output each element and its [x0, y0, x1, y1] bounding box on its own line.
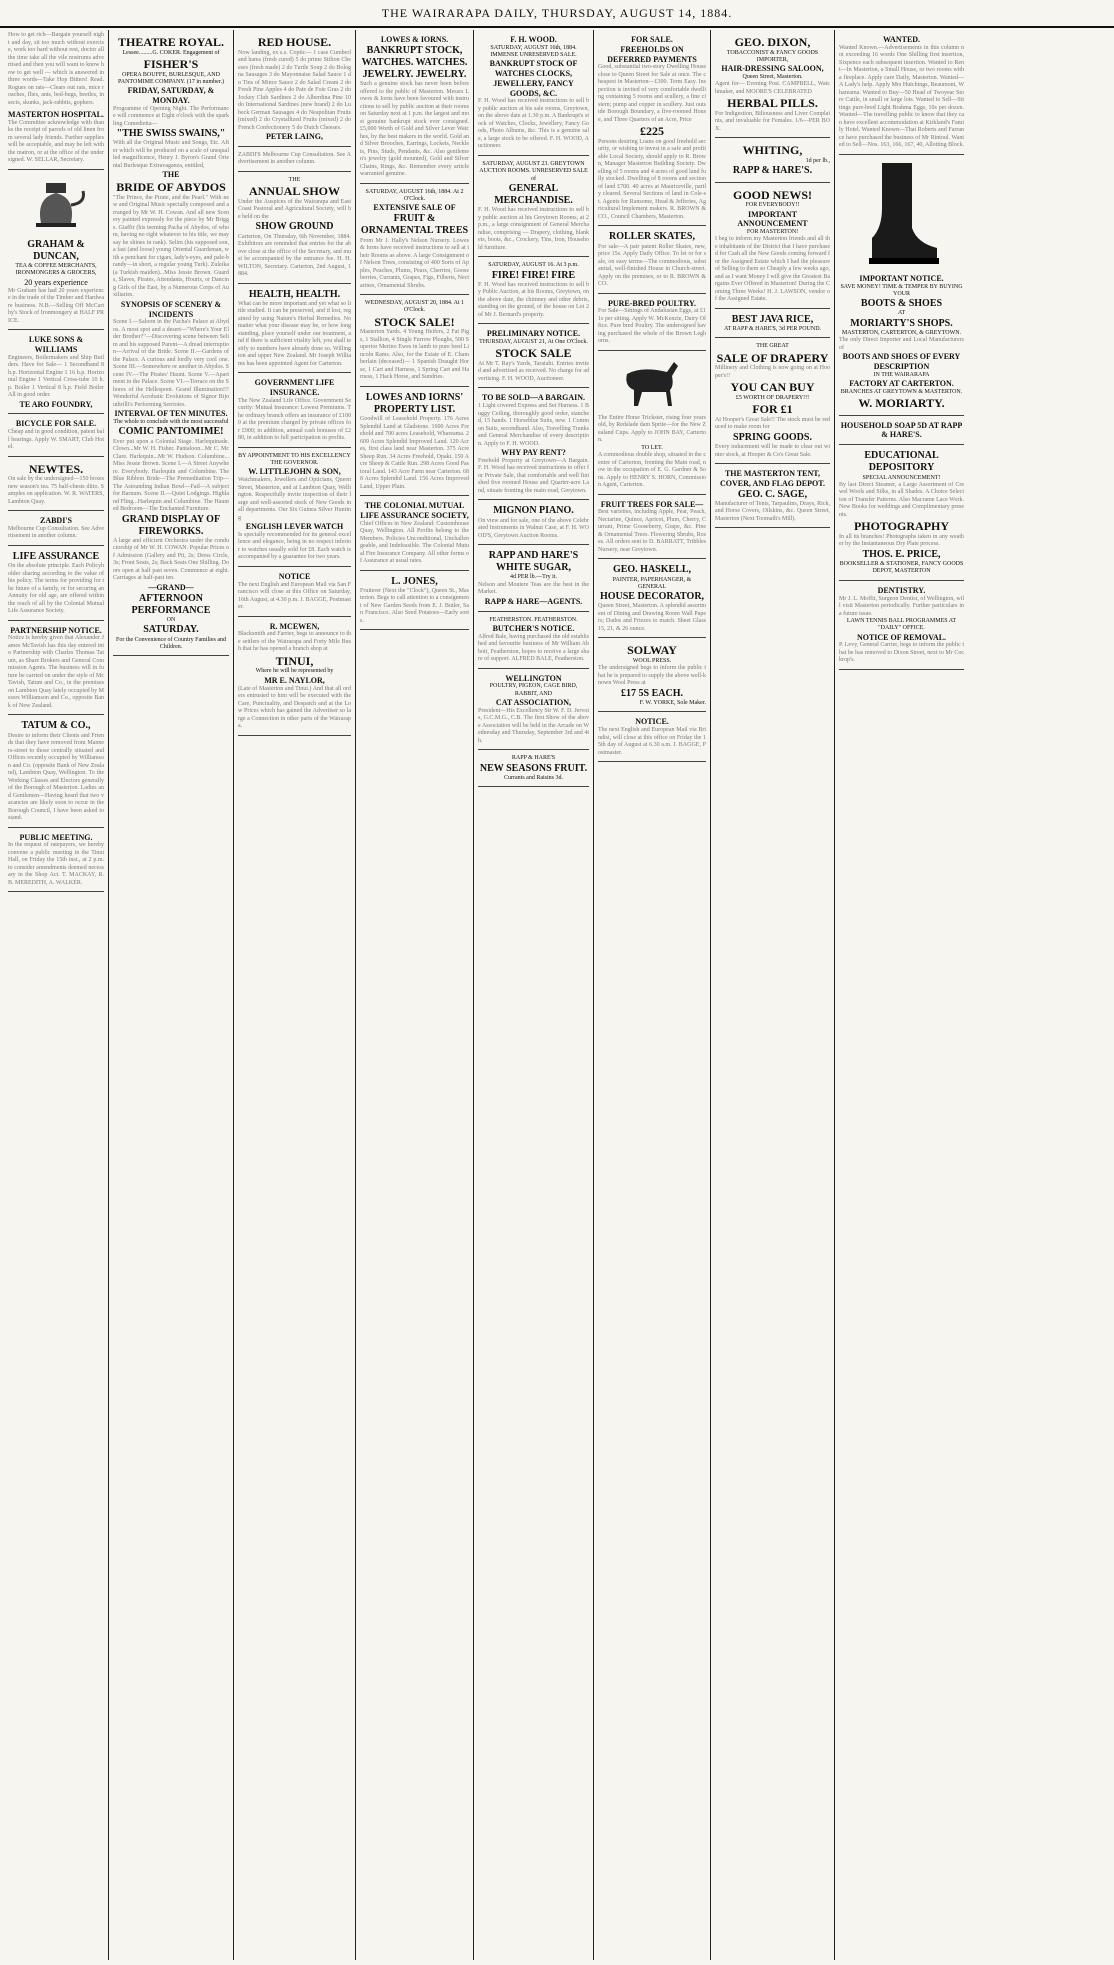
solway-text: The undersigned begs to inform the public that he is prepared to supply the above well-known Wool Press at	[598, 665, 706, 687]
notice-removal-heading: NOTICE OF REMOVAL.	[856, 632, 947, 642]
to-let: TO LET.	[641, 444, 663, 451]
swiss-heading: "THE SWISS SWAINS,"	[116, 128, 226, 140]
roller-skates-heading: ROLLER SKATES,	[609, 231, 695, 243]
important-notice-heading: IMPORTANT NOTICE.	[859, 273, 944, 283]
house-decorator-heading: HOUSE DECORATOR,	[599, 591, 705, 603]
fireworks-heading: GRAND DISPLAY OF FIREWORKS.	[121, 513, 221, 537]
lever-watch-heading: ENGLISH LEVER WATCH	[245, 522, 344, 532]
butchers-text: Alfred Bale, having purchased the old established and favourite business of Mr William Abbott, Featherston, hopes to receive a large share of support. ALFRED BALE, Featherston.	[478, 633, 589, 663]
kettle-engraving	[8, 173, 104, 233]
bride-text: "The Prince, the Pirate, and the Pearl." With new and Original Music specially composed and arranged by Mr W. H. Cowan. And all new Scenery painted expressly for the piece by Mr Briggs. Giaffir (his teeming Pacha of Abydos, of whom, having no right whatever to his title, we may say he shines in rank). Selim (his supposed son, a fast (and loose) young Oriental Guardsman, with a penchant for cigars, lady's-eyes, and pale-brandy—in short, a regular young Turk). Zuleika (a Turkish maiden)...Miss Jessie Brown. Guards, Slaves, Pirates, Attendants, Houris, or Dancing Girls of the East, by a Numerous Corps of Auxiliaries.	[113, 194, 229, 299]
wellington-heading: WELLINGTON	[505, 673, 562, 683]
freeholds-text-2: Persons desiring Loans on good freehold security, or wishing to invest in a safe and profitable Local Society, should apply to R. Brown, Manager Masterton Building Society. Dwelling of 5 rooms and 4 acres of good land fully stocked. Dwelling of 8 rooms and section of land £700. 40 acres at Mauriceville, partly cleared. Several Sections of land in Cole-st. Agents for Ransome, Head & Jefferies, Agricultural Implement makers. R. BROWN & CO., Council Chambers, Masterton.	[598, 138, 706, 220]
boots-shoes-heading: BOOTS & SHOES	[860, 298, 943, 310]
bookseller: BOOKSELLER & STATIONER, FANCY GOODS DEPOT, MASTERTON	[839, 561, 964, 575]
factory-heading: FACTORY AT CARTERTON.	[849, 378, 954, 388]
currants-text: Currants and Raisins 3d.	[504, 774, 563, 781]
bicycle-text: Cheap and in good condition, patent ball bearings. Apply W. SMART, Club Hotel.	[8, 429, 104, 450]
fire-heading: FIRE! FIRE! FIRE	[491, 269, 576, 281]
col6-notice: NOTICE.	[635, 717, 669, 727]
bankrupt-watches-heading: BANKRUPT STOCK OF WATCHES CLOCKS, JEWELLERY, FANCY GOODS, &C.	[489, 59, 578, 98]
sage-text: Manufacturer of Tents, Tarpaulins, Drays, Rick, and Horse Covers, Oilskins, &c. Queen Street, Masterton (Next Toomath's Mill).	[715, 500, 830, 522]
roller-text: For sale—A pair patent Roller Skates, new, price 15s. Apply Daily Office. To let or for sale, on easy terms—The commodious, substantial, well-finished House in Church-street. Apply on the premises, or to R. BROWN & CO.	[598, 243, 706, 288]
interval-heading: INTERVAL OF TEN MINUTES.	[114, 409, 228, 419]
classified-text: How to get rich—Bargain yourself night and day, sit too much without exercise, work too hard without rest, doctor all the time take all the vile nostrums advertised and then you will want to know how to get well — which is answered in three words—Take Hop Bitters! Read. Rogues on rats—Clears out rats, mice roaches, flies, ants, bed-bugs, beetles, insects, skunks, jack-rabbits, gophers.	[8, 32, 104, 106]
annual-show-heading: ANNUAL SHOW	[248, 184, 340, 199]
rapp-agents: RAPP & HARE—AGENTS.	[484, 596, 583, 606]
tatum-heading: TATUM & CO.,	[21, 720, 91, 732]
property-list-heading: LOWES AND IORNS' PROPERTY LIST.	[365, 391, 464, 415]
grand-heading: —GRAND—	[148, 582, 194, 592]
hooper-text: At Hooper's Great Sale!! The stock must be reduced to make room for	[715, 416, 830, 431]
evening-post: Agent for— Evening Post. CAMPBELL, Watchmaker, and MOORE'S CELEBRATED	[715, 81, 830, 95]
theatre-royal-heading: THEATRE ROYAL.	[117, 35, 225, 49]
whiting-heading: WHITING,	[742, 143, 803, 158]
bankrupt-stock-heading: BANKRUPT STOCK,	[366, 44, 463, 56]
worth-text: £5 WORTH OF DRAPERY!!!	[735, 394, 810, 401]
tinui-text: Where he will be represented by	[255, 668, 334, 675]
poultry-text: POULTRY, PIGEON, CAGE BIRD, RABBIT, AND	[489, 683, 578, 697]
wanted-header: WANTED.	[882, 35, 921, 44]
stallion-text: The Entire Horse Trickster, rising four years old, by Redslade dam Sprite—for the New Zealand Cups. Apply to JOHN BAY, Carterton.	[598, 414, 706, 444]
bankrupt-text: Such a genuine stock has never been before offered to the public of Masterton. Messrs Lowes & Iorns have been favoured with instructions to sell by public auction at their rooms on Saturday next at 1 p.m. the largest and most genuine bankrupt stock ever consigned. £5,000 Worth of Gold and Silver Lever Watches, by the best makers in the world. Gold and Silver Brooches, Earrings, Lockets, Necklets, Pins, Studs, Pendants, &c. Also gentlemen's jewelry (gold mounted), Gold and Silver Chains, Rings, &c. Remember every article warranted genuine.	[360, 81, 469, 178]
notice-heading: NOTICE	[278, 571, 311, 581]
dixon-sub: TOBACCONIST & FANCY GOODS IMPORTER,	[726, 49, 819, 63]
the-great: THE GREAT	[756, 343, 789, 350]
bargain-text: 1 Light covered Express and Set Harness. 1 Buggy Ceiling, thoroughly good order, stanched, 15 hands. 1 Horseblue Suits, new. 1 Common Suits, secondhand. Also, Travelling Trunks and General Merchandise of every description. Apply to F. H. WOOD.	[478, 403, 589, 447]
java-text: AT RAPP & HARE'S, 3d PER POUND.	[723, 326, 822, 332]
interval-text: The whole to conclude with the most successful	[113, 419, 229, 425]
removal-text: P. Levy, General Carrier, begs to inform the public that he has removed to Dixon Street, next to Mr Cockrop's.	[839, 642, 964, 664]
gov-insurance-text: The New Zealand Life Office. Government Security: Mutual Insurance: Lowest Premiums. The ordinary branch offers an insurance of £1000 at the premium charged by private offices for £900; in addition, annual cash bonuses of £280, in addition to full participation in profits.	[238, 397, 351, 442]
price-heading: THOS. E. PRICE,	[862, 548, 941, 560]
sugar-price: 4d PER lb.—Try it.	[510, 574, 557, 581]
immense-text: IMMENSE UNRESERVED SALE.	[490, 52, 577, 59]
mignon-text: On view and for sale, one of the above Celebrated Instruments in Walnut Case, at F. H. WOOD'S, Greytown Auction Rooms.	[478, 517, 589, 539]
gov-insurance-heading: GOVERNMENT LIFE INSURANCE.	[254, 378, 335, 397]
column-7	[711, 30, 835, 1960]
featherston-text: FEATHERSTON. FEATHERSTON.	[489, 616, 578, 623]
swiss-text: With all the Original Music and Songs, Etc. After which will be produced on a scale of unequalled magnificence, Henry J. Byron's Grand Oriental Burlesque Extravaganza, entitled,	[113, 140, 229, 169]
masthead-title: THE WAIRARAPA DAILY, THURSDAY, AUGUST 14, 1884.	[381, 5, 733, 20]
zabdis-heading: ZABDI'S	[39, 516, 72, 526]
herbal-pills-heading: HERBAL PILLS.	[727, 96, 818, 111]
column-3	[234, 30, 356, 1960]
white-sugar-heading: WHITE SUGAR,	[495, 562, 571, 574]
column-1	[4, 30, 109, 1960]
dentistry-heading: DENTISTRY.	[877, 585, 926, 595]
branches: BRANCHES AT GREYTOWN & MASTERTON.	[840, 388, 963, 395]
naylor-text: (Late of Masterton and Tinui.) And that all orders entrusted to him will be executed with the Care, Punctuality, and Despatch and at the Low Prices which has gained the Advertiser so large a Connection in other parts of the Wairarapa.	[238, 685, 351, 729]
every-description-heading: BOOTS AND SHOES OF EVERY DESCRIPTION	[842, 352, 961, 371]
bride-heading: BRIDE OF ABYDOS	[116, 180, 226, 195]
haskell-text: Queen Street, Masterton. A splendid assortment of Dining and Drawing Room Wall Papers; Dados and Friezes to match. Sheet Glass 15, 21, & 26 ounce.	[598, 603, 706, 632]
saturday-heading: SATURDAY.	[143, 624, 199, 636]
haskell-heading: GEO. HASKELL,	[612, 564, 692, 576]
littlejohn-heading: W. LITTLEJOHN & SON,	[248, 467, 341, 477]
comic-pantomime-heading: COMIC PANTOMIME!	[118, 426, 224, 438]
moriarty-shops-heading: MORIARTY'S SHOPS.	[850, 317, 953, 329]
hairdressing-heading: HAIR-DRESSING SALOON,	[721, 64, 824, 74]
moriarty-name: W. MORIARTY.	[858, 396, 945, 410]
fwood-header: F. H. WOOD.	[510, 35, 557, 44]
zabdis-text-2: ZABDI'S Melbourne Cup Consultation. See Advertisement in another column.	[238, 151, 351, 166]
freeholds-text: Good, substantial two-story Dwelling House close to Queen Street for Sale at once. The cheapest in Masterton—£300. Term Easy. Inspection is invited of very comfortable dwelling containing 5 rooms and scullery, a fine cistern; pump and copper in scullery. Just outside Borough Boundary, a five-roomed House, and Three Quarters of an Acre, Price	[598, 64, 706, 123]
butchers-heading: BUTCHER'S NOTICE.	[492, 623, 575, 633]
lawn-tennis: LAWN TENNIS BALL PROGRAMMES AT "DAILY" OFFICE.	[846, 618, 957, 632]
to-let-text: A commodious double shop, situated in the centre of Carterton, fronting the Main road, now in the occupation of E. G. Gardner & Sons. Apply to HENRY S. HORN, Commission Agent, Carterton.	[598, 452, 706, 489]
graham-text: Mr Graham has had 20 years experience in the trade of the Timber and Hardware business. N.B.—Selling Off McCarthy's Stock of Ironmongery at HALF PRICE.	[8, 287, 104, 324]
naylor-heading: MR E. NAYLOR,	[264, 675, 325, 685]
peter-laing: PETER LAING,	[266, 132, 323, 142]
cat-assoc-heading: CAT ASSOCIATION,	[495, 697, 572, 707]
the-heading: THE	[162, 170, 180, 180]
saturday-aug-16: SATURDAY, AUGUST 16th, 1884.	[490, 44, 577, 51]
sage-heading: GEO. C. SAGE,	[737, 488, 808, 500]
spring-goods-heading: SPRING GOODS.	[733, 431, 812, 443]
sale-drapery-heading: SALE OF DRAPERY	[716, 350, 829, 365]
lever-text: Is specially recommended for its general excellence and elegance, being in no respect inferior to watches usually sold for £8. Each watch is accompanied by a guarantee for two years.	[238, 531, 351, 561]
fireworks-text: A large and efficient Orchestra under the conductorship of Mr W. H. COWAN. Popular Prices of Admission (Gallery and Pit, 2s; Dress Circle, 3s; Front Seats, 2s; Back Seats One Shilling. Doors open at half past seven. Commence at eight. Carriages at half-past ten.	[113, 537, 229, 582]
column-2	[109, 30, 234, 1960]
good-news-heading: GOOD NEWS!	[732, 187, 812, 202]
hospital-heading: MASTERTON HOSPITAL.	[8, 110, 104, 119]
stock-sale-heading: STOCK SALE!	[374, 314, 455, 329]
fishers-heading: FISHER'S	[143, 56, 199, 71]
columns	[4, 30, 1110, 1960]
java-rice-heading: BEST JAVA RICE,	[731, 313, 814, 325]
thursday-aug-21: THURSDAY, AUGUST 21, At One O'Clock.	[479, 338, 588, 345]
pantomime-text: Ever put upon a Colonial Stage. Harlequinade. Clown...Mr W. H. Fisher. Pantaloon...Mr C. Mc Clare. Harlequin...Mr W. Hudson. Columbine...Miss Jessie Brown. Scene I.—A Street Anywhere. Everybody. Harlequin and Columbine. The Blue Ribbon Bride—The Premeditation Trip—The Astounding Indian Bowl—Fail—A subject for Barnum. Scene II.—Quiet Lodgings. Highland Fling...Harlequin and Columbine. The Haunted Bedroom—The Enchanted Furniture.	[113, 438, 229, 512]
masthead	[0, 0, 1114, 28]
newtes-text: On sale by the undersigned—150 boxes new season's tea. 75 half-chests ditto. Samples on application. W. R. WATERS, Lambton Quay.	[8, 476, 104, 505]
column-4	[356, 30, 474, 1960]
zabdis-text: Melbourne Cup Consultation. See Advertisement in another column.	[8, 525, 104, 540]
fishers-sub: OPERA BOUFFE, BURLESQUE, AND PANTOMIME COMPANY. (17 in number.)	[117, 71, 225, 85]
life-assurance-heading: LIFE ASSURANCE	[12, 550, 100, 562]
fowls-text: For Sale—Sittings of Andalusian Eggs, at £1 1s per sitting. Apply W. McKenzie, Dairy Office. Pure bred Poultry. The undersigned having purchased the whole of the Brown Leghorns.	[598, 308, 706, 345]
partnership-text: Notice is hereby given that Alexander James McTavish has this day entered into Partnership with Charles Thomas Tatum, as Share Brokers and General Commission Agents. The business will in future be carried on under the style of McTavish, Tatum and Co., in the premises on Lambton Quay lately occupied by Messrs Williamson and Co., opposite Bank of New Zealand.	[8, 635, 104, 709]
you-can-buy-heading: YOU CAN BUY	[730, 380, 815, 395]
wool-price: £17 5S EACH.	[621, 687, 683, 699]
life-assurance-text: On the absolute principle. Each Policyholder sharing according to the value of his policy. The terms for providing for the future of a family, or for securing an Annuity for old age, are offered within the reach of all by the Colonial Mutual Life Assurance Society.	[8, 563, 104, 615]
horse-engraving	[598, 354, 706, 409]
freeholds-heading: FREEHOLDS ON DEFERRED PAYMENTS	[607, 44, 697, 64]
saturday-text: For the Convenience of Country Families and Children.	[116, 636, 226, 650]
stock-sale-text: Masterton Yards. 4 Young Heifers, 2 Fat Pigs, 1 Stallion, 4 Single Furrow Ploughs, 500 Superior Merino Ewes in lamb to pure bred Lincoln Rams. Also, for the Estate of E. Chamberlain (deceased)— 1 Spanish Draught Horse, 1 Cart and Harness, 1 Spring Cart and Harness, 1 Hack Horse, and Sundries.	[360, 329, 469, 381]
special-ann: SPECIAL ANNOUNCEMENT!	[862, 474, 941, 481]
general-merch-heading: GENERAL MERCHANDISE.	[494, 182, 573, 206]
photography-heading: PHOTOGRAPHY	[853, 519, 950, 534]
friday-heading: FRIDAY, SATURDAY, & MONDAY.	[127, 86, 215, 105]
preliminary-heading: PRELIMINARY NOTICE.	[486, 329, 581, 339]
health-text: What can be more important and yet what so little studied. It can be preserved, and if lost, regained by using Nature's Herbal Remedies. No matter what your disease may be, or how long standing, place yourself under our treatment, and if there is sufficient vitality left, you shall testify to numbers have already done so. Willington and upper New Zealand. Mr Joseph Williams has been appointed Agent for Carterton.	[238, 300, 351, 367]
mignon-heading: MIGNON PIANO.	[493, 505, 574, 517]
in-wairarapa: IN THE WAIRARAPA	[873, 371, 930, 378]
bargain-heading: TO BE SOLD—A BARGAIN.	[482, 393, 585, 403]
jewelry-heading: JEWELRY. JEWELRY.	[362, 69, 467, 81]
rapp-hare-small: RAPP & HARE'S	[511, 755, 556, 762]
luke-sons-heading: LUKE SONS & WILLIAMS	[28, 335, 84, 354]
tent-depot-heading: THE MASTERTON TENT, COVER, AND FLAG DEPOT.	[720, 469, 825, 488]
new-seasons-heading: NEW SEASONS FRUIT.	[479, 762, 588, 774]
wednesday-date: WEDNESDAY, AUGUST 20, 1884. At 1 O'Clock.	[364, 300, 465, 314]
boot-engraving	[839, 158, 964, 268]
cat-text: President—His Excellency Sir W. F. D. Jervois, G.C.M.G., C.B. The first Show of the above Association will be held in the Arcade on Wednesday and Thursday, September 3rd and 4th.	[478, 707, 589, 744]
saturday-aug-23: SATURDAY, AUGUST 23. GREYTOWN AUCTION ROOMS. UNRESERVED SALE of	[479, 160, 588, 182]
rapp-hare-col7: RAPP & HARE'S.	[732, 165, 813, 177]
price-225: £225	[640, 124, 664, 139]
public-meeting-text: In the request of ratepayers, we hereby convene a public meeting in the Tinui Hall, on Friday the 15th inst., at 2 p.m. to consider amendments deemed necessary in the Shop Act. T. MACKAY, R. B. MEREDITH, A. WALKER.	[8, 842, 104, 886]
fwood-text: F. H. Wood has received instructions to sell by public auction at his sale rooms, Greytown, on the above date at 1.30 p.m. A Bankrupt's stock of Watches, Clocks, Jewellery, Fancy Goods, Photo Albums, &c. This is a genuine sale, a large stock to be offered. F. H. WOOD, Auctioneer.	[478, 98, 589, 150]
moriarty-text: The only Direct Importer and Local Manufacturers of	[839, 337, 964, 351]
nelson-text: Nelson and Moutere Teas are the best in the Market.	[478, 581, 589, 596]
save-money: SAVE MONEY! TIME & TEMPER BY BUYING YOUR	[840, 283, 963, 297]
herbal-text: For Indigestion, Biliousness and Liver Complaints, and invaluable for Females. 1/6—PER BOX.	[715, 110, 830, 132]
dentistry-text: Mr J. L. Moffit, Surgeon Dentist, of Wellington, will visit Masterton periodically. Further particulars in a future issue.	[839, 595, 964, 617]
column-5	[474, 30, 594, 1960]
stock-heading: STOCK SALE	[495, 346, 572, 361]
wanted-text: Wanted Known.—Advertisements in this column not exceeding 16 words One Shilling first insertion, Sixpence each subsequent insertion. Wanted to Rent—In Masterton, a Small House, or two rooms with a fireplace. Apply care Daily, Masterton. Wanted—A Lady's help. Apply Mrs Hutchings, Beaumont, Whareama. Wanted to Buy—50 Head of Twoyear Store Cattle, in small or large lots. Wanted to Sell—Sittings pure-bred Light Brahma Eggs, 10s per dozen. Wanted—The travelling public to know that they can have excellent accommodation at Kirkland's Family Hotel. Wanted Known—That Roberts and Farrance have purchased the business of Mr Rintoul. Wanted to Sell—Nos. 163, 166, 167, 40, Allotting Block.	[839, 44, 965, 149]
hospital-text: The Committee acknowledge with thanks the receipt of parcels of old linen from several lady friends. Further supplies will be acceptable, and may be left with the matron, or at the office of the undersigned. W. SELLAR, Secretary.	[8, 119, 104, 164]
years-experience: 20 years experience	[24, 277, 88, 287]
col6-notice-text: The next English and European Mail via Brindisi, will close at this office on Friday the 15th day of August at 6.30 a.m. J. BAGGE, Postmaster.	[598, 727, 706, 756]
te-aro-foundry: TE ARO FOUNDRY,	[19, 399, 93, 409]
partnership-heading: PARTNERSHIP NOTICE.	[10, 625, 102, 635]
lowes-iorns-header: LOWES & IORNS.	[380, 35, 449, 44]
fruit-trees-sale-heading: FRUIT TREES FOR SALE—	[600, 499, 704, 509]
lessee-text: Lessee.........G. COKER. Engagement of	[122, 49, 220, 56]
the-text: THE	[288, 176, 301, 183]
ljones-text: Fruiterer (Next the "Clock"), Queen St., Masterton. Begs to call attention to a consignment of New Garden Seeds from E. J. Butler, San Francisco. Also Seed Potatoes—Early sorts.	[360, 587, 469, 624]
tinui-heading: TINUI,	[275, 653, 314, 668]
column-8	[835, 30, 968, 1960]
bicycle-heading: BICYCLE FOR SALE.	[15, 419, 97, 429]
property-text: Goodwill of Leasehold Property. 176 Acres Splendid Land at Gladstone. 1600 Acres Freehold and 700 acres Leasehold, Whareama. 2609 Acres Splendid Improved Land. 120 Acres, first class land near Masterton. 375 Acre Sheep Run. 34 Acres Freehold, Opaki. 150 Acre Sheep & Cattle Run. 298 Acres Good Pastoral Land. 143 Acre Farm near Carterton. 688 Acres Splendid Land. 156 Acres Improved Land, Upper Plain.	[360, 416, 469, 490]
haskell-sub: PAINTER, PAPERHANGER, & GENERAL	[612, 576, 692, 590]
fruit-trees-text: From Mr J. Hally's Nelson Nursery. Lowes & Iorns have received instructions to sell at their Rooms as above. A large Consignment of Nelson Trees, consisting of 400 Sorts of Apples, Peaches, Plums, Pears, Cherries, Gooseberries, Currants, Grapes, Figs, Filberts, Nectarines, Ornamental Shrubs.	[360, 237, 469, 289]
fruit-trees-heading: FRUIT & ORNAMENTAL TREES	[360, 213, 469, 237]
rapp-hare-heading: RAPP AND HARE'S	[488, 550, 579, 562]
for-pound-heading: FOR £1	[752, 402, 793, 417]
show-ground-heading: SHOW GROUND	[255, 221, 334, 233]
health-heading: HEALTH, HEALTH.	[248, 288, 341, 300]
graham-subtitle: TEA & COFFEE MERCHANTS, IRONMONGERS & GROCERS,	[15, 263, 97, 277]
afternoon-heading: AFTERNOON PERFORMANCE	[131, 592, 211, 616]
drapery-text: Millinery and Clothing is now going on at Hooper's!!	[715, 365, 830, 379]
why-pay-text: Freehold Property at Greytown—A Bargain. F. H. Wood has received instructions to offer for Private Sale, that comfortable and well finished five roomed House and Quarter-acre Land, situate fronting the main road, Greytown.	[478, 457, 589, 494]
educational-heading: EDUCATIONAL DEPOSITORY	[864, 450, 939, 474]
yorke-text: F. W. YORKE, Sole Maker.	[639, 700, 706, 706]
for-masterton: FOR MASTERTON!	[746, 229, 799, 235]
fruit-trees-sale-text: Best varieties, including Apple, Pear, Peach, Nectarine, Quince, Apricot, Plum, Cherry, Currant, Prime Gooseberry, Grape, &c. Pine & Ornamental Trees. Flowering Shrubs, Roses. All orders sent to D. BARRATT, Tribbles Nursery, near Greytown.	[598, 509, 706, 553]
queen-street: Queen Street, Masterton.	[742, 74, 803, 80]
solway-heading: SOLWAY	[627, 643, 677, 658]
luke-sons-text: Engineers, Boilermakers and Ship Builders. Have for Sale— 1 Secondhand 8 h.p. Horizontal Engine 1 16 h.p. Horizontal Engine 1 Vertical Cross-tube 10 h.p. Boiler 1 Vertical 8 h.p. Field Boiler All in good order.	[8, 354, 104, 398]
extensive-heading: EXTENSIVE SALE OF	[373, 203, 456, 213]
at-text: AT	[897, 310, 906, 317]
whiting-price: 1d per lb.,	[805, 158, 830, 165]
good-news-text: I beg to inform my Masterton friends and all the inhabitants of the District that I have purchased for Cash all the New Goods coming forward for the Assigned Estate which I had the pleasure of Selling to them so Cheaply a few weeks ago, and as I want Money I will give the Greatest Bargains Ever Offered in Masterton! During the Coming Three Weeks! H. J. LAWSON, vendor of the Assigned Estate.	[715, 236, 830, 303]
public-meeting-heading: PUBLIC MEETING.	[19, 832, 93, 842]
for-everybody: FOR EVERYBODY!!	[745, 202, 800, 209]
dixon-heading: GEO. DIXON,	[734, 35, 811, 49]
fowls-heading: PURE-BRED POULTRY.	[607, 298, 697, 308]
red-house-heading: RED HOUSE.	[257, 35, 332, 49]
synopsis-text: Scene I.—Saloon in the Pacha's Palace at Abydos. A most spot and a desert—"Where's Your Elder Brother?"—Discovering scene between Selim and his supposed Parent—A dread interruption—Arrival of the Bride. Scene II.—Gardens of the Palace. A curious and lordly very cool one. Scene III.—Somewhere or another in Abydos. Scene IV.—The Pirates' Haunt. Scene V.—Apartment in the Palace. Scene VI.—Terrace on the Shores of the Hellespont. Grand Illumination!!! Wonderful Acrobatic Evolutions of Signor Bijouthrilli's Performing Serriotes.	[113, 319, 229, 408]
watches-heading: WATCHES. WATCHES.	[361, 56, 468, 68]
for-sale-header: FOR SALE.	[631, 35, 673, 44]
notice-text: The next English and European Mail via San Francisco will close at this Office on Saturday, 16th August, at 4.30 p.m. J. BAGGE, Postmaster.	[238, 581, 351, 611]
annual-show-text: Under the Auspices of the Wairarapa and East Coast Pastoral and Agricultural Society, will be held on the	[238, 198, 351, 220]
show-ground-text: Carterton, On Thursday, 6th November, 1884. Exhibitors are reminded that entries for the above close at the office of the Secretary, and must be accompanied by the entrance fee. H. H. WILTON, Secretary. Carterton, 2nd August, 1884.	[238, 233, 351, 277]
colonial-text: Chief Offices in New Zealand: Customhouse Quay, Wellington. All Profits belong to the Members. Policies Unconditional, Unchallengeable, and Indefeasible. The Colonial Mutual Fire Insurance Company. All other forms of Assurance at usual rates.	[360, 520, 469, 565]
general-text: F. H. Wood has received instructions to sell by public auction at his Greytown Rooms, at 2 p.m., a large consignment of General Merchandise, comprising — Drapery, clothing, blankets, boots, &c., Crockery, Tins, Iron, Household furniture.	[478, 207, 589, 251]
newtes-heading: NEWTES.	[28, 461, 84, 476]
educational-text: By last Direct Steamer, a Large Assortment of Crewel Wools and Silks, in all Shades. A Choice Selection of Transfer Patterns. Also Macrame Lace Work. New Books for weddings and Complimentary presents.	[839, 481, 964, 518]
saturday-date: SATURDAY, AUGUST 16th, 1884. At 2 O'Clock.	[365, 188, 464, 203]
littlejohn-text: Watchmakers, Jewellers and Opticians, Queen Street, Masterton, and at Lambton Quay, Wellington. Respectfully invite inspection of their large and well-assorted stock of New Goods in all departments. Our Six Guinea Silver Hunting	[238, 477, 351, 521]
ljones-heading: L. JONES,	[391, 575, 438, 587]
mcewen-heading: R. MCEWEN,	[269, 621, 320, 631]
red-house-text: Now landing, ex s.s. Coptic— 1 case Cumberland hams (fresh cured) 5 do prime Stilton Cheeses (fresh made) 2 do Turtle Soup 2 do Bologna Sausages 3 do Mayonnaise Salad Sauce 1 do Tins of Mince Sauce 2 do Salad Cream 2 do Fresh Pine Apples 4 do Pate de Foie Gras 2 do Jockey Club Sardines 2 do Alberdina Pine 10 do International Sardines (new brand) 2 do Lubeck German Sausages 4 do Neapolitan Fruits (mixed) 2 do Crystallized Fruits (mixed) 2 do French Confectionery 5 do Dutch Cheeses.	[238, 49, 351, 131]
synopsis-heading: SYNOPSIS OF SCENERY & INCIDENTS	[120, 299, 222, 319]
on-text: ON	[166, 617, 176, 623]
photography-text: In all its branches! Photographs taken in any weather by the Instantaneous Dry Plate process.	[839, 533, 964, 548]
column-6	[594, 30, 711, 1960]
colonial-mutual-heading: THE COLONIAL MUTUAL LIFE ASSURANCE SOCIETY,	[360, 501, 469, 520]
programme-text: Programme of Opening Night. The Performance will commence at Eight o'clock with the sparkling Comedietta—	[113, 105, 229, 127]
moriarty-towns: MASTERTON, CARTERTON, & GREYTOWN.	[841, 329, 962, 336]
tatum-text: Desire to inform their Clients and Friends that they have removed from Manners-street to those centrally situated and Offices recently occupied by Williamson and Co. (opposite Bank of New Zealand), Lambton Quay, Wellington. To the Working Classes and Electors generally of the Borough of Masterton. Ladies and Gentlemen—Having heard that two vacancies are likely soon to occur in the Borough Council, I have been asked to stand.	[8, 732, 104, 821]
wool-press-text: WOOL PRESS.	[632, 658, 672, 664]
mcewen-text: Blacksmith and Farrier, begs to announce to the settlers of the Wairarapa and Forty Mile Bush that he has opened a branch shop at	[238, 631, 351, 653]
stock-text: At Mr T. Ray's Yards, Taratahi. Entries invited and advertised as received. No charge for advertising. F. H. WOOD, Auctioneer.	[478, 360, 590, 382]
spring-text: Every inducement will be made to clear out winter stock, at Hooper & Co's Great Sale.	[715, 444, 830, 458]
graham-duncan-heading: GRAHAM & DUNCAN,	[27, 238, 85, 262]
appointment-text: BY APPOINTMENT TO HIS EXCELLENCY THE GOVERNOR.	[238, 452, 351, 466]
important-ann-heading: IMPORTANT ANNOUNCEMENT	[737, 209, 808, 229]
saturday-aug-16b: SATURDAY, AUGUST 16. At 3 p.m.	[488, 262, 579, 269]
fire-text: F. H. Wood has received instructions to sell by Public Auction, at his Rooms, Greytown, on the above date, the chimney and other debris, standing on the ground, of the house on Lot 2 of Mr J. Bernard's property.	[478, 281, 589, 318]
household-soap: HOUSEHOLD SOAP 5D AT RAPP & HARE'S.	[840, 420, 963, 440]
why-pay-heading: WHY PAY RENT?	[501, 448, 566, 458]
